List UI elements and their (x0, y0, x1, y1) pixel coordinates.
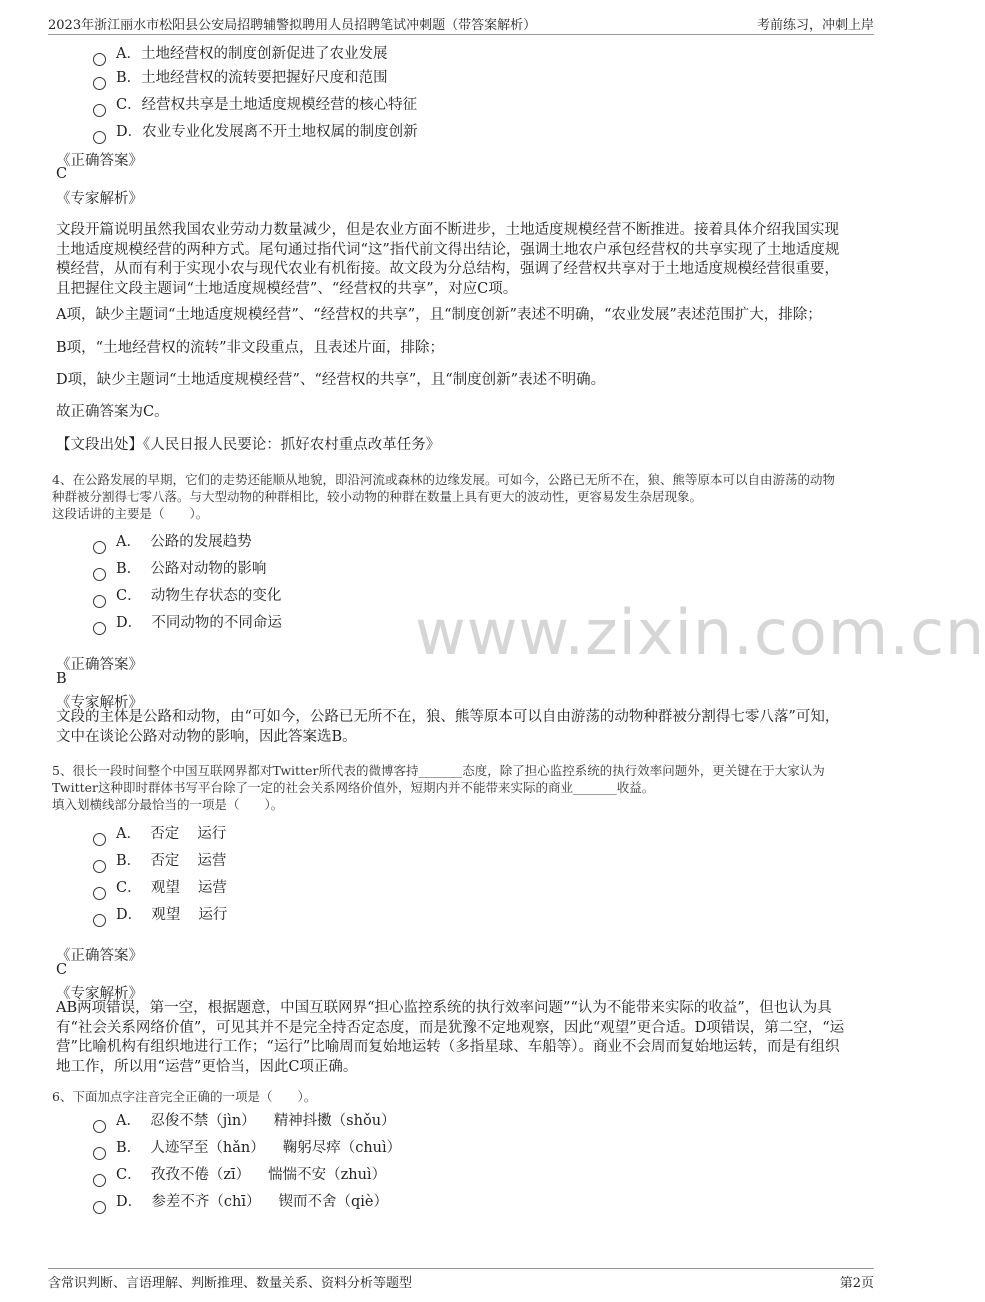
radio-button-icon[interactable] (93, 568, 106, 581)
q4-option-b[interactable]: B． 公路对动物的影响 (93, 557, 266, 578)
radio-button-icon[interactable] (93, 860, 106, 873)
radio-button-icon[interactable] (93, 541, 106, 554)
radio-button-icon[interactable] (93, 887, 106, 900)
q6-option-b[interactable]: B． 人迹罕至（hǎn） 鞠躬尽瘁（chuì） (93, 1136, 401, 1157)
page-number: 第2页 (839, 1276, 874, 1291)
q4-analysis: 文段的主体是公路和动物，由“可如今，公路已无所不在，狼、熊等原本可以自由游荡的动物种群被分割得七零八落”可知， 文中在谈论公路对动物的影响，因此答案选B。 (56, 709, 840, 745)
q3-conclusion: 故正确答案为C。 (56, 404, 169, 420)
radio-button-icon[interactable] (93, 77, 106, 90)
q5-option-a[interactable]: A． 否定 运行 (93, 822, 226, 843)
analysis-label: 《专家解析》 (56, 695, 143, 711)
q3-option-a[interactable]: A．土地经营权的制度创新促进了农业发展 (93, 42, 387, 63)
radio-button-icon[interactable] (93, 622, 106, 635)
answer-value: B (56, 671, 67, 687)
analysis-label: 《专家解析》 (56, 986, 143, 1002)
answer-label: 《正确答案》 (56, 657, 143, 673)
q3-analysis-a: A项，缺少主题词“土地适度规模经营”、“经营权的共享”，且“制度创新”表述不明确，“农业发展”表述范围扩大，排除； (56, 307, 822, 323)
radio-button-icon[interactable] (93, 914, 106, 927)
radio-button-icon[interactable] (93, 131, 106, 144)
q4-stem: 4、在公路发展的早期，它们的走势还能顺从地貌，即沿河流或森林的边缘发展。可如今，公路已无所不在，狼、熊等原本可以自由游荡的动物 种群被分割得七零八落。与大型动物的种群相比，较小动物的种群在数量上具有更大的波动性，更容易发生杂居现象。 这段话讲的主要是（ ）。 (52, 472, 835, 521)
q5-option-d[interactable]: D． 观望 运行 (93, 903, 227, 924)
radio-button-icon[interactable] (93, 833, 106, 846)
q4-option-a[interactable]: A． 公路的发展趋势 (93, 530, 252, 551)
q5-analysis: AB两项错误，第一空，根据题意，中国互联网界“担心监控系统的执行效率问题”“认为不能带来实际的收益”，但也认为具 有“社会关系网络价值”，可见其并不是完全持否定态度，而是犹豫不定地观察，因此“观望”更合适。D项错误，第二空，“运 营”比喻机构有组织地进行工作；“运行”比喻周而复始地运转（多指星球、车船等）。商业不会周而复始地运转，而是有组织 地工作，所以用“运营”更恰当，因此C项正确。 (56, 1000, 845, 1075)
answer-label: 《正确答案》 (56, 948, 143, 964)
q4-option-c[interactable]: C． 动物生存状态的变化 (93, 584, 281, 605)
q3-analysis-d: D项，缺少主题词“土地适度规模经营”、“经营权的共享”，且“制度创新”表述不明确。 (56, 372, 606, 388)
radio-button-icon[interactable] (93, 104, 106, 117)
q6-option-d[interactable]: D． 参差不齐（chī） 锲而不舍（qiè） (93, 1190, 388, 1211)
q3-source: 【文段出处】《人民日报人民要论：抓好农村重点改革任务》 (56, 437, 441, 453)
q6-option-a[interactable]: A． 忍俊不禁（jìn） 精神抖擞（shǒu） (93, 1109, 396, 1130)
radio-button-icon[interactable] (93, 53, 106, 66)
page-header (48, 10, 874, 35)
radio-button-icon[interactable] (93, 1174, 106, 1187)
footer-topics: 含常识判断、言语理解、判断推理、数量关系、资料分析等题型 (48, 1276, 413, 1291)
q3-option-d[interactable]: D．农业专业化发展离不开土地权属的制度创新 (93, 120, 418, 141)
q5-option-c[interactable]: C． 观望 运营 (93, 876, 227, 897)
page-footer (48, 1268, 874, 1293)
q3-option-c[interactable]: C．经营权共享是土地适度规模经营的核心特征 (93, 93, 417, 114)
q3-analysis-paragraph: 文段开篇说明虽然我国农业劳动力数量减少，但是农业方面不断进步，土地适度规模经营不断推进。接着具体介绍我国实现 土地适度规模经营的两种方式。尾句通过指代词“这”指代前文得出结论，强调土地农户承包经营权的共享实现了土地适度规 模经营，从而有利于实现小农与现代农业有机衔接。故文段为分总结构，强调了经营权共享对于土地适度规模经营很重要， 且把握住文段主题词“土地适度规模经营”、“经营权的共享”，对应C项。 (56, 222, 840, 297)
document-title: 2023年浙江丽水市松阳县公安局招聘辅警拟聘用人员招聘笔试冲刺题（带答案解析） (48, 18, 537, 33)
q5-option-b[interactable]: B． 否定 运营 (93, 849, 226, 870)
radio-button-icon[interactable] (93, 1147, 106, 1160)
answer-label: 《正确答案》 (56, 153, 143, 169)
q3-option-b[interactable]: B．土地经营权的流转要把握好尺度和范围 (93, 66, 388, 87)
radio-button-icon[interactable] (93, 1201, 106, 1214)
q5-stem: 5、很长一段时间整个中国互联网界都对Twitter所代表的微博客持_______态度，除了担心监控系统的执行效率问题外，更关键在于大家认为 Twitter这种即时群体书写平台除了一定的社会关系网络价值外，短期内并不能带来实际的商业_______收益。 填入划横线部分最恰当的一项是（ ）。 (52, 763, 825, 812)
q3-analysis-b: B项，“土地经营权的流转”非文段重点，且表述片面，排除； (56, 340, 444, 356)
header-slogan: 考前练习，冲刺上岸 (756, 18, 874, 33)
answer-value: C (56, 166, 68, 182)
radio-button-icon[interactable] (93, 1120, 106, 1133)
q6-option-c[interactable]: C． 孜孜不倦（zī） 惴惴不安（zhuì） (93, 1163, 386, 1184)
watermark: www.zixin.com.cn (415, 596, 985, 669)
radio-button-icon[interactable] (93, 595, 106, 608)
q4-option-d[interactable]: D． 不同动物的不同命运 (93, 611, 282, 632)
q6-stem: 6、下面加点字注音完全正确的一项是（ ）。 (52, 1089, 317, 1104)
analysis-label: 《专家解析》 (56, 191, 143, 207)
answer-value: C (56, 962, 68, 978)
